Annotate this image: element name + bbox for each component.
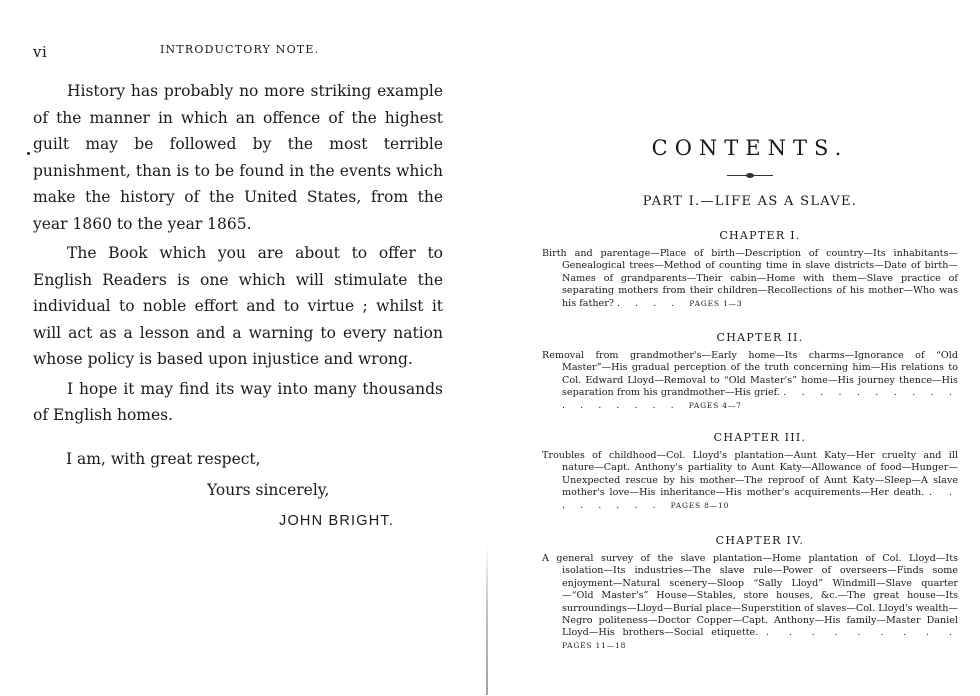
right-page [490, 0, 980, 696]
paragraph: The Book which you are about to offer to English Readers is one which will stimulate the individual to noble effort and to virtue ; whilst it will act as a lesson and a warning to every nation whose policy is based upon injustice and wrong. [33, 244, 443, 368]
page-range: PAGES 11—18 [562, 640, 627, 650]
print-speck [27, 152, 30, 155]
introductory-note [33, 78, 443, 432]
gutter-shadow [486, 545, 488, 695]
leader-dots: . . . . . . . . . [766, 627, 958, 639]
leader-dots: . . . . . . . . . . . . . . . . . [562, 387, 958, 411]
chapter-entry [542, 331, 958, 412]
closing: Yours sincerely, [207, 481, 330, 499]
chapter-heading: CHAPTER II. [716, 331, 804, 344]
leader-dots: . . . . . . . . [562, 487, 958, 511]
ornament-rule [727, 175, 773, 176]
greeting: I am, with great respect, [66, 450, 261, 468]
page-range: PAGES 1—3 [689, 298, 743, 308]
chapter-heading: CHAPTER IV. [715, 534, 805, 547]
paragraph: History has probably no more striking example of the manner in which an offence of the highest guilt may be followed by the most terrible punishment, than is to be found in the events which make the history of the United States, from the year 1860 to the year 1865. [33, 82, 443, 233]
chapter-entry [542, 229, 958, 310]
paragraph: I hope it may find its way into many thousands of English homes. [33, 379, 443, 424]
page-range: PAGES 4—7 [688, 400, 742, 410]
chapter-entry [542, 534, 958, 652]
chapter-summary [542, 450, 958, 512]
chapter-summary [542, 248, 958, 310]
summary-text: A general survey of the slave plantation—Home plantation of Col. Lloyd—Its isolation—Its industries—The slave rule—Power of overseers—Finds some enjoyment—Natural scenery—Sloop “Sally Lloyd” Windmill—Slave quarter—“Old Master's” House—Stables, store houses, &c.—The great house—Its surroundings—Lloyd—Burial place—Superstition of slaves—Col. Lloyd's wealth—Negro politeness—Doctor Copper—Capt. Anthony—His family—Master Daniel Lloyd—His brothers—Social etiquette. [542, 553, 958, 639]
chapter-summary [542, 553, 958, 652]
chapter-heading: CHAPTER III. [713, 431, 807, 444]
signature: JOHN BRIGHT. [279, 513, 395, 529]
chapter-summary [542, 350, 958, 412]
page-range: PAGES 8—10 [670, 500, 730, 510]
chapter-entry [542, 431, 958, 512]
running-title: INTRODUCTORY NOTE. [160, 43, 320, 56]
chapter-heading: CHAPTER I. [719, 229, 801, 242]
part-title: PART I.—LIFE AS A SLAVE. [642, 194, 858, 209]
leader-dots: . . . . [617, 297, 690, 309]
contents-title: CONTENTS. [651, 136, 849, 160]
summary-text: Removal from grandmother's—Early home—Its charms—Ignorance of “Old Master”—His gradual perception of the truth concerning him—His relations to Col. Edward Lloyd—Removal to “Old Master's” home—His journey thence—His separation from his grandmother—His grief. [542, 350, 958, 399]
summary-text: Troubles of childhood—Col. Lloyd's plantation—Aunt Katy—Her cruelty and ill nature—Capt. Anthony's partiality to Aunt Katy—Allowance of food—Hunger—Unexpected rescue by his mother—The reproof of Aunt Katy—Sleep—A slave mother's love—His inheritance—His mother's acquirements—Her death. [542, 450, 958, 499]
summary-text: Birth and parentage—Place of birth—Description of country—Its inhabitants—Genealogical trees—Method of counting time in slave districts—Date of birth—Names of grandparents—Their cabin—Home with them—Slave practice of separating mothers from their children—Recollections of his mother—Who was his father? [542, 248, 958, 309]
page-number: vi [33, 43, 48, 61]
